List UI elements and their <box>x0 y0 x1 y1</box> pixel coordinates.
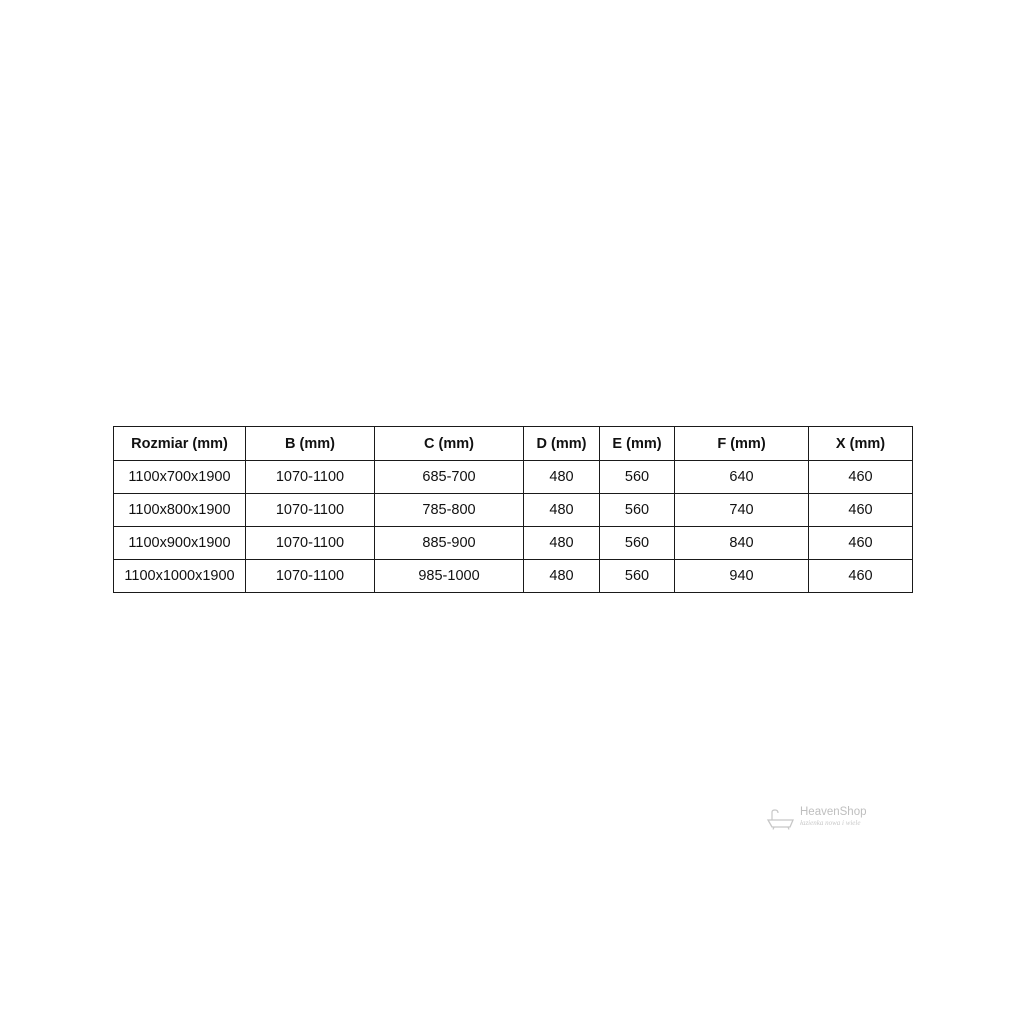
table-row <box>114 494 913 527</box>
cell-x: 460 <box>809 494 913 527</box>
header-b: B (mm) <box>246 427 375 461</box>
cell-f: 640 <box>675 461 809 494</box>
cell-e: 560 <box>600 494 675 527</box>
cell-e: 560 <box>600 461 675 494</box>
cell-size: 1100x700x1900 <box>114 461 246 494</box>
header-size: Rozmiar (mm) <box>114 427 246 461</box>
cell-c: 685-700 <box>375 461 524 494</box>
cell-c: 885-900 <box>375 527 524 560</box>
cell-e: 560 <box>600 527 675 560</box>
cell-size: 1100x800x1900 <box>114 494 246 527</box>
header-e: E (mm) <box>600 427 675 461</box>
cell-f: 840 <box>675 527 809 560</box>
watermark <box>766 806 876 832</box>
cell-size: 1100x900x1900 <box>114 527 246 560</box>
dimensions-table <box>113 426 913 593</box>
table-row <box>114 461 913 494</box>
cell-b: 1070-1100 <box>246 560 375 593</box>
cell-d: 480 <box>524 494 600 527</box>
header-d: D (mm) <box>524 427 600 461</box>
bathtub-logo-icon <box>766 808 796 830</box>
cell-x: 460 <box>809 461 913 494</box>
cell-b: 1070-1100 <box>246 461 375 494</box>
watermark-tagline: łazienka nowa i wiele <box>800 819 861 827</box>
cell-x: 460 <box>809 560 913 593</box>
cell-e: 560 <box>600 560 675 593</box>
cell-x: 460 <box>809 527 913 560</box>
cell-b: 1070-1100 <box>246 527 375 560</box>
cell-c: 985-1000 <box>375 560 524 593</box>
cell-size: 1100x1000x1900 <box>114 560 246 593</box>
cell-f: 740 <box>675 494 809 527</box>
table-header-row <box>114 427 913 461</box>
table-row <box>114 560 913 593</box>
cell-c: 785-800 <box>375 494 524 527</box>
header-c: C (mm) <box>375 427 524 461</box>
cell-b: 1070-1100 <box>246 494 375 527</box>
header-f: F (mm) <box>675 427 809 461</box>
watermark-brand: HeavenShop <box>800 806 867 818</box>
table-row <box>114 527 913 560</box>
header-x: X (mm) <box>809 427 913 461</box>
cell-d: 480 <box>524 527 600 560</box>
cell-d: 480 <box>524 461 600 494</box>
cell-d: 480 <box>524 560 600 593</box>
cell-f: 940 <box>675 560 809 593</box>
